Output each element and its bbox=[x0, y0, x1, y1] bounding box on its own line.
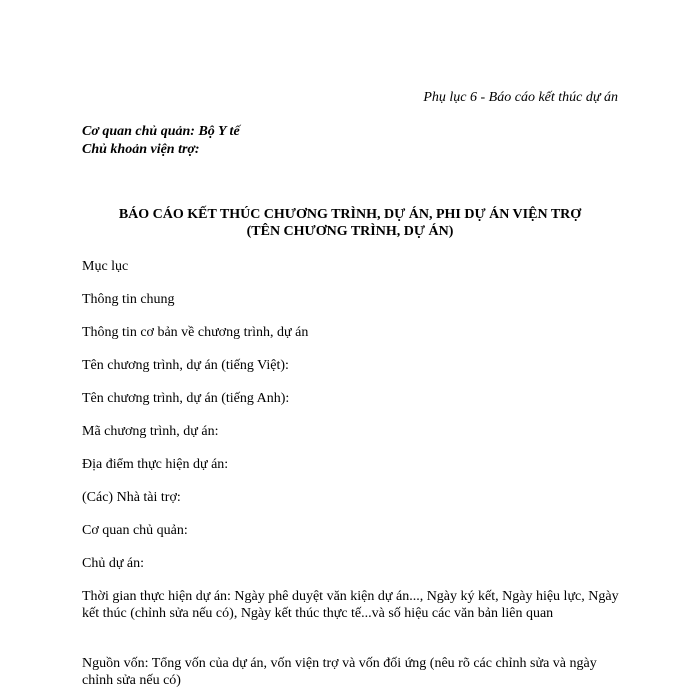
appendix-note: Phụ lục 6 - Báo cáo kết thúc dự án bbox=[423, 90, 618, 105]
item-location: Địa điểm thực hiện dự án: bbox=[82, 457, 229, 472]
donor-line: Chủ khoản viện trợ: bbox=[82, 142, 200, 157]
item-donors: (Các) Nhà tài trợ: bbox=[82, 490, 181, 505]
item-implementation-period: Thời gian thực hiện dự án: Ngày phê duyệt văn kiện dự án..., Ngày ký kết, Ngày hiệu lực, Ngày kết thúc (chỉnh sửa nếu có), Ngày kết thúc thực tế...và số hiệu các văn bản liên quan bbox=[82, 589, 619, 621]
agency-block bbox=[82, 123, 240, 159]
item-funding-source: Nguồn vốn: Tổng vốn của dự án, vốn viện trợ và vốn đối ứng (nêu rõ các chỉnh sửa và ngày chỉnh sửa nếu có) bbox=[82, 656, 597, 688]
item-table-of-contents: Mục lục bbox=[82, 259, 129, 274]
item-project-owner: Chủ dự án: bbox=[82, 556, 145, 571]
item-name-english: Tên chương trình, dự án (tiếng Anh): bbox=[82, 391, 290, 406]
title-line-1: BÁO CÁO KẾT THÚC CHƯƠNG TRÌNH, DỰ ÁN, PHI DỰ ÁN VIỆN TRỢ bbox=[118, 207, 582, 222]
item-general-info: Thông tin chung bbox=[82, 292, 175, 307]
item-project-code: Mã chương trình, dự án: bbox=[82, 424, 219, 439]
agency-line: Cơ quan chủ quản: Bộ Y tế bbox=[82, 124, 240, 139]
document-title bbox=[60, 206, 640, 240]
title-line-2: (TÊN CHƯƠNG TRÌNH, DỰ ÁN) bbox=[246, 224, 454, 239]
item-governing-agency: Cơ quan chủ quản: bbox=[82, 523, 188, 538]
item-name-vietnamese: Tên chương trình, dự án (tiếng Việt): bbox=[82, 358, 289, 373]
item-basic-info: Thông tin cơ bản về chương trình, dự án bbox=[82, 325, 309, 340]
